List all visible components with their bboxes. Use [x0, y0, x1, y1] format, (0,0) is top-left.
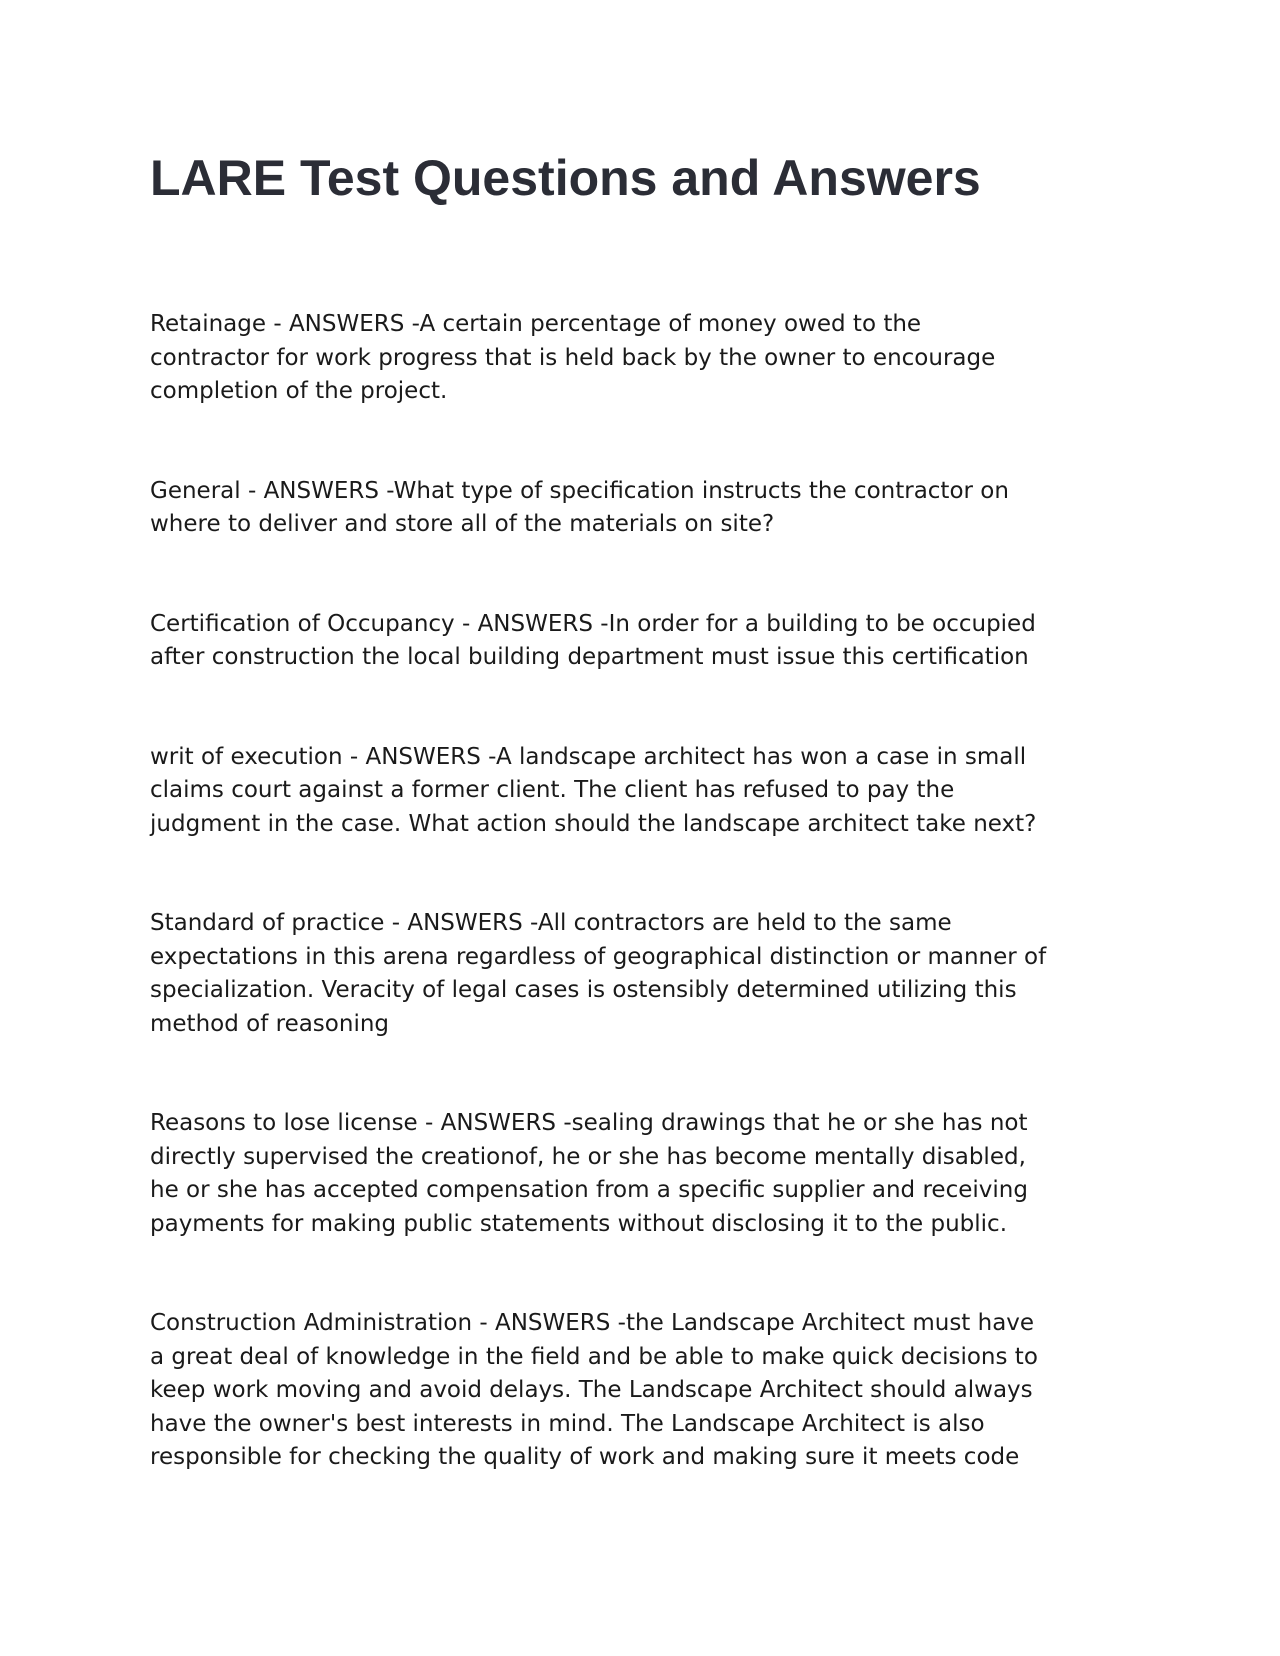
- qa-entry: [150, 741, 1130, 842]
- qa-entry: [150, 308, 1130, 409]
- qa-entry-line: expectations in this arena regardless of geographical distinction or manner of: [150, 943, 1047, 970]
- qa-entry: [150, 608, 1130, 675]
- qa-entry-line: directly supervised the creationof, he or she has become mentally disabled,: [150, 1143, 1026, 1170]
- qa-entry-line: Retainage - ANSWERS -A certain percentage of money owed to the: [150, 311, 922, 337]
- qa-entry-line: a great deal of knowledge in the field and be able to make quick decisions to: [150, 1343, 1038, 1370]
- qa-entry-line: General - ANSWERS -What type of specification instructs the contractor on: [150, 477, 1009, 504]
- document-title: LARE Test Questions and Answers: [150, 150, 981, 206]
- qa-entry-line: after construction the local building department must issue this certification: [150, 644, 1029, 670]
- qa-entry-line: judgment in the case. What action should the landscape architect take next?: [150, 810, 1037, 837]
- qa-entry: [150, 907, 1130, 1041]
- qa-entry-line: responsible for checking the quality of work and making sure it meets code: [150, 1444, 1020, 1470]
- qa-entry: [150, 475, 1130, 542]
- qa-entry: [150, 1307, 1130, 1475]
- qa-entry-line: he or she has accepted compensation from a specific supplier and receiving: [150, 1177, 1028, 1203]
- qa-entry-line: Construction Administration - ANSWERS -the Landscape Architect must have: [150, 1310, 1035, 1336]
- qa-entry-line: claims court against a former client. The client has refused to pay the: [150, 777, 955, 803]
- qa-entry-line: writ of execution - ANSWERS -A landscape architect has won a case in small: [150, 743, 1027, 770]
- qa-entry: [150, 1107, 1130, 1241]
- qa-entry-line: completion of the project.: [150, 378, 448, 404]
- qa-entry-line: where to deliver and store all of the materials on site?: [150, 511, 775, 537]
- qa-entry-line: keep work moving and avoid delays. The Landscape Architect should always: [150, 1377, 1033, 1403]
- qa-entry-line: contractor for work progress that is held back by the owner to encourage: [150, 344, 996, 371]
- qa-entry-line: specialization. Veracity of legal cases is ostensibly determined utilizing this: [150, 977, 1017, 1003]
- qa-entry-line: Standard of practice - ANSWERS -All contractors are held to the same: [150, 910, 952, 936]
- qa-entry-line: payments for making public statements without disclosing it to the public.: [150, 1210, 1008, 1237]
- qa-entry-list: [150, 308, 1130, 1541]
- qa-entry-line: Reasons to lose license - ANSWERS -sealing drawings that he or she has not: [150, 1110, 1028, 1136]
- qa-entry-line: method of reasoning: [150, 1010, 390, 1037]
- qa-entry-line: have the owner's best interests in mind. The Landscape Architect is also: [150, 1410, 985, 1437]
- qa-entry-line: Certification of Occupancy - ANSWERS -In order for a building to be occupied: [150, 610, 1036, 637]
